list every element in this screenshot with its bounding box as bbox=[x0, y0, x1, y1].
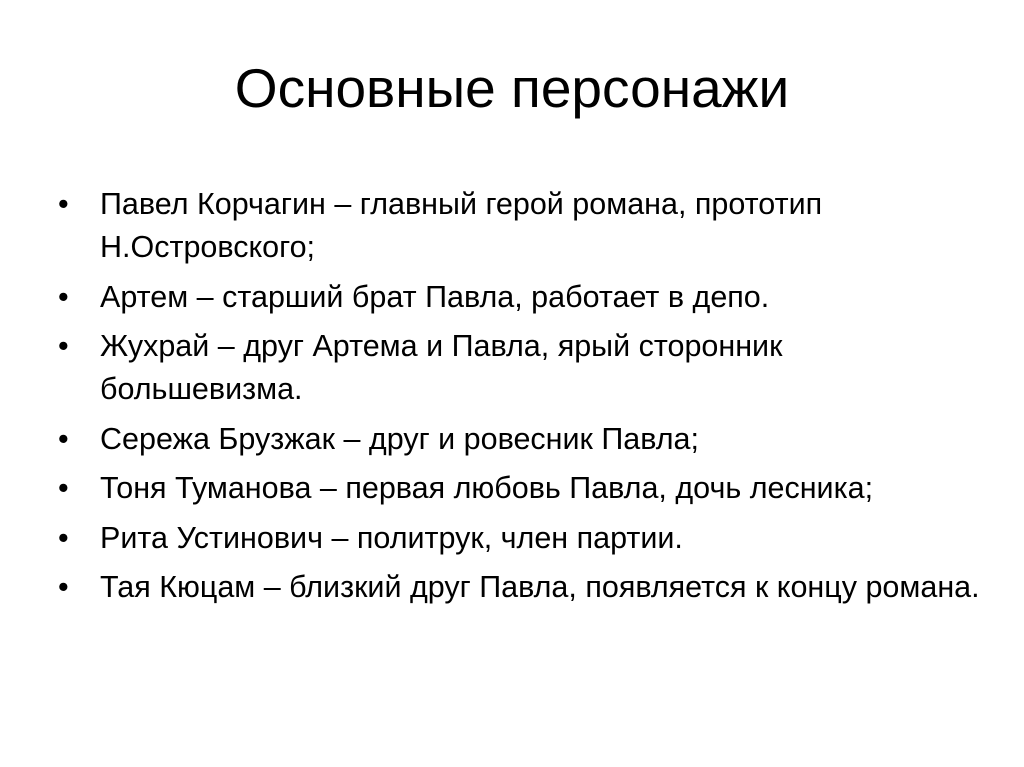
bullet-icon: • bbox=[58, 279, 69, 314]
bullet-item bbox=[58, 467, 988, 510]
bullet-item bbox=[58, 325, 988, 411]
bullet-item bbox=[58, 517, 988, 560]
bullet-text: Рита Устинович – политрук, член партии. bbox=[100, 520, 683, 555]
bullet-icon: • bbox=[58, 421, 69, 456]
bullet-icon: • bbox=[58, 329, 69, 363]
bullet-item bbox=[58, 418, 988, 461]
slide-title: Основные персонажи bbox=[234, 57, 790, 119]
bullet-list bbox=[58, 183, 988, 616]
bullet-text: Сережа Брузжак – друг и ровесник Павла; bbox=[100, 421, 699, 456]
bullet-text: Тоня Туманова – первая любовь Павла, дочь лесника; bbox=[100, 471, 874, 505]
bullet-item bbox=[58, 276, 988, 319]
bullet-text: Жухрай – друг Артема и Павла, ярый сторонник большевизма. bbox=[100, 329, 783, 406]
bullet-item bbox=[58, 183, 988, 269]
bullet-icon: • bbox=[58, 187, 69, 221]
bullet-icon: • bbox=[58, 520, 69, 555]
bullet-icon: • bbox=[58, 570, 69, 604]
bullet-text: Павел Корчагин – главный герой романа, прототип Н.Островского; bbox=[100, 187, 823, 264]
bullet-text: Тая Кюцам – близкий друг Павла, появляется к концу романа. bbox=[100, 570, 980, 604]
bullet-item bbox=[58, 566, 988, 609]
bullet-text: Артем – старший брат Павла, работает в депо. bbox=[100, 279, 770, 314]
bullet-icon: • bbox=[58, 471, 69, 505]
